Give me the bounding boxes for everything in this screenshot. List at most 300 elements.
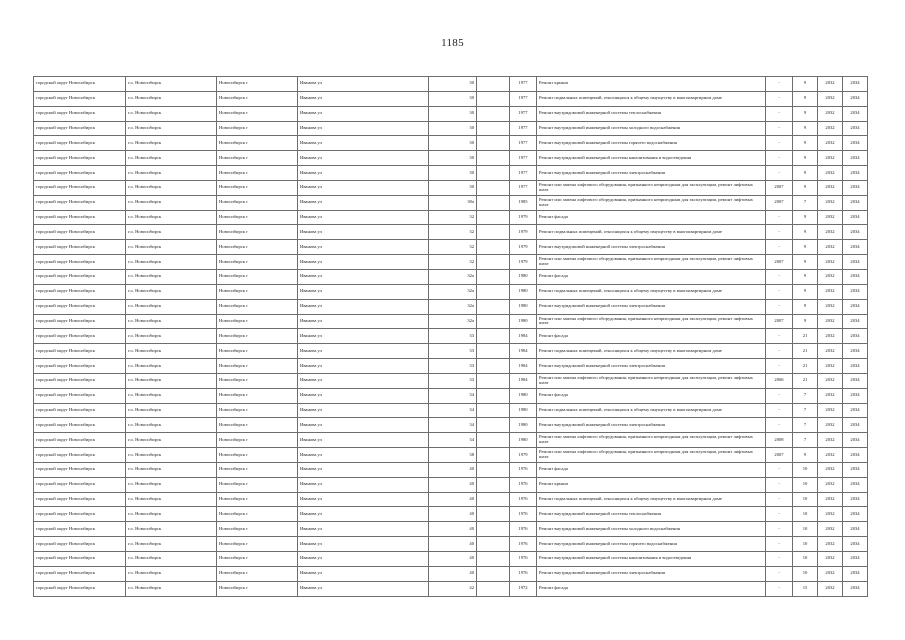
city-cell: Новосибирск г xyxy=(217,299,298,314)
work-type-cell: Ремонт внутридомовой инженерной системы теплоснабжения xyxy=(537,507,766,522)
house-cell: 30 xyxy=(429,91,477,106)
year-built-cell: 1984 xyxy=(510,344,537,359)
year-built-cell: 1979 xyxy=(510,448,537,463)
floors-cell: 10 xyxy=(793,462,818,477)
building-cell xyxy=(477,537,510,552)
table-row xyxy=(34,180,868,195)
house-cell: 33 xyxy=(429,373,477,388)
start-year-cell: 2032 xyxy=(818,269,843,284)
floors-cell: 9 xyxy=(793,240,818,255)
start-year-cell: 2032 xyxy=(818,240,843,255)
floors-cell: 9 xyxy=(793,299,818,314)
municipality-cell: г.о. Новосибирск xyxy=(126,255,217,270)
year-built-cell: 1979 xyxy=(510,210,537,225)
table-row xyxy=(34,121,868,136)
work-type-cell: Ремонт внутридомовой инженерной системы канализования и водоотведения xyxy=(537,151,766,166)
municipality-cell: г.о. Новосибирск xyxy=(126,151,217,166)
table-row xyxy=(34,77,868,92)
table-row xyxy=(34,477,868,492)
floors-cell: 10 xyxy=(793,522,818,537)
building-cell xyxy=(477,344,510,359)
street-cell: Иванова ул xyxy=(298,195,429,210)
municipality-cell: г.о. Новосибирск xyxy=(126,136,217,151)
end-year-cell: 2034 xyxy=(843,581,868,596)
house-cell: 30 xyxy=(429,180,477,195)
street-cell: Иванова ул xyxy=(298,507,429,522)
building-cell xyxy=(477,77,510,92)
table-row xyxy=(34,462,868,477)
building-cell xyxy=(477,552,510,567)
work-type-cell: Ремонт подвальных помещений, относящихся к общему имуществу в многоквартирном доме xyxy=(537,284,766,299)
city-cell: Новосибирск г xyxy=(217,314,298,329)
year-built-cell: 1977 xyxy=(510,151,537,166)
start-year-cell: 2032 xyxy=(818,77,843,92)
district-cell: городской округ Новосибирск xyxy=(34,492,126,507)
street-cell: Иванова ул xyxy=(298,180,429,195)
building-cell xyxy=(477,269,510,284)
year-built-cell: 1976 xyxy=(510,566,537,581)
year-built-cell: 1980 xyxy=(510,388,537,403)
elevator-year-cell: 2007 xyxy=(766,448,793,463)
street-cell: Иванова ул xyxy=(298,284,429,299)
city-cell: Новосибирск г xyxy=(217,136,298,151)
year-built-cell: 1984 xyxy=(510,373,537,388)
end-year-cell: 2034 xyxy=(843,566,868,581)
district-cell: городской округ Новосибирск xyxy=(34,225,126,240)
table-row xyxy=(34,255,868,270)
start-year-cell: 2032 xyxy=(818,284,843,299)
city-cell: Новосибирск г xyxy=(217,284,298,299)
start-year-cell: 2032 xyxy=(818,566,843,581)
start-year-cell: 2032 xyxy=(818,195,843,210)
municipality-cell: г.о. Новосибирск xyxy=(126,106,217,121)
year-built-cell: 1976 xyxy=(510,462,537,477)
street-cell: Иванова ул xyxy=(298,77,429,92)
house-cell: 34 xyxy=(429,388,477,403)
district-cell: городской округ Новосибирск xyxy=(34,581,126,596)
municipality-cell: г.о. Новосибирск xyxy=(126,240,217,255)
street-cell: Иванова ул xyxy=(298,106,429,121)
house-cell: 30 xyxy=(429,77,477,92)
end-year-cell: 2034 xyxy=(843,106,868,121)
building-cell xyxy=(477,240,510,255)
house-cell: 33 xyxy=(429,344,477,359)
start-year-cell: 2032 xyxy=(818,225,843,240)
start-year-cell: 2032 xyxy=(818,403,843,418)
elevator-year-cell: - xyxy=(766,240,793,255)
start-year-cell: 2032 xyxy=(818,522,843,537)
floors-cell: 7 xyxy=(793,195,818,210)
table-row xyxy=(34,166,868,181)
work-type-cell: Ремонт или замена лифтового оборудования, признанного непригодным для эксплуатации, ремонт лифтовых шахт xyxy=(537,433,766,448)
street-cell: Иванова ул xyxy=(298,314,429,329)
elevator-year-cell: - xyxy=(766,121,793,136)
city-cell: Новосибирск г xyxy=(217,180,298,195)
year-built-cell: 1977 xyxy=(510,106,537,121)
city-cell: Новосибирск г xyxy=(217,121,298,136)
end-year-cell: 2034 xyxy=(843,284,868,299)
building-cell xyxy=(477,195,510,210)
house-cell: 30а xyxy=(429,195,477,210)
work-type-cell: Ремонт внутридомовой инженерной системы электроснабжения xyxy=(537,240,766,255)
house-cell: 40 xyxy=(429,552,477,567)
city-cell: Новосибирск г xyxy=(217,166,298,181)
year-built-cell: 1977 xyxy=(510,91,537,106)
elevator-year-cell: - xyxy=(766,507,793,522)
page-number: 1185 xyxy=(441,37,464,49)
start-year-cell: 2032 xyxy=(818,121,843,136)
district-cell: городской округ Новосибирск xyxy=(34,522,126,537)
city-cell: Новосибирск г xyxy=(217,151,298,166)
elevator-year-cell: - xyxy=(766,210,793,225)
end-year-cell: 2034 xyxy=(843,418,868,433)
year-built-cell: 1979 xyxy=(510,255,537,270)
building-cell xyxy=(477,255,510,270)
street-cell: Иванова ул xyxy=(298,269,429,284)
house-cell: 32а xyxy=(429,284,477,299)
table-row xyxy=(34,344,868,359)
district-cell: городской округ Новосибирск xyxy=(34,255,126,270)
municipality-cell: г.о. Новосибирск xyxy=(126,373,217,388)
year-built-cell: 1976 xyxy=(510,522,537,537)
building-cell xyxy=(477,329,510,344)
street-cell: Иванова ул xyxy=(298,492,429,507)
elevator-year-cell: 2007 xyxy=(766,255,793,270)
start-year-cell: 2032 xyxy=(818,180,843,195)
work-type-cell: Ремонт фасада xyxy=(537,581,766,596)
end-year-cell: 2034 xyxy=(843,433,868,448)
street-cell: Иванова ул xyxy=(298,329,429,344)
municipality-cell: г.о. Новосибирск xyxy=(126,269,217,284)
elevator-year-cell: - xyxy=(766,388,793,403)
building-cell xyxy=(477,403,510,418)
work-type-cell: Ремонт фасада xyxy=(537,269,766,284)
end-year-cell: 2034 xyxy=(843,210,868,225)
district-cell: городской округ Новосибирск xyxy=(34,210,126,225)
year-built-cell: 1980 xyxy=(510,403,537,418)
district-cell: городской округ Новосибирск xyxy=(34,462,126,477)
floors-cell: 9 xyxy=(793,166,818,181)
end-year-cell: 2034 xyxy=(843,462,868,477)
municipality-cell: г.о. Новосибирск xyxy=(126,477,217,492)
table-row xyxy=(34,195,868,210)
municipality-cell: г.о. Новосибирск xyxy=(126,492,217,507)
end-year-cell: 2034 xyxy=(843,537,868,552)
municipality-cell: г.о. Новосибирск xyxy=(126,403,217,418)
year-built-cell: 1980 xyxy=(510,269,537,284)
elevator-year-cell: - xyxy=(766,492,793,507)
house-cell: 42 xyxy=(429,581,477,596)
work-type-cell: Ремонт подвальных помещений, относящихся к общему имуществу в многоквартирном доме xyxy=(537,344,766,359)
building-cell xyxy=(477,180,510,195)
start-year-cell: 2032 xyxy=(818,136,843,151)
year-built-cell: 1977 xyxy=(510,77,537,92)
table-row xyxy=(34,359,868,374)
city-cell: Новосибирск г xyxy=(217,433,298,448)
elevator-year-cell: - xyxy=(766,91,793,106)
table-row xyxy=(34,522,868,537)
street-cell: Иванова ул xyxy=(298,522,429,537)
work-type-cell: Ремонт или замена лифтового оборудования, признанного непригодным для эксплуатации, ремонт лифтовых шахт xyxy=(537,373,766,388)
city-cell: Новосибирск г xyxy=(217,388,298,403)
floors-cell: 10 xyxy=(793,537,818,552)
building-cell xyxy=(477,507,510,522)
year-built-cell: 1976 xyxy=(510,492,537,507)
floors-cell: 9 xyxy=(793,77,818,92)
year-built-cell: 1977 xyxy=(510,180,537,195)
house-cell: 33 xyxy=(429,329,477,344)
municipality-cell: г.о. Новосибирск xyxy=(126,166,217,181)
floors-cell: 21 xyxy=(793,373,818,388)
district-cell: городской округ Новосибирск xyxy=(34,552,126,567)
municipality-cell: г.о. Новосибирск xyxy=(126,299,217,314)
building-cell xyxy=(477,299,510,314)
work-type-cell: Ремонт внутридомовой инженерной системы холодного водоснабжения xyxy=(537,522,766,537)
street-cell: Иванова ул xyxy=(298,477,429,492)
start-year-cell: 2032 xyxy=(818,448,843,463)
street-cell: Иванова ул xyxy=(298,91,429,106)
city-cell: Новосибирск г xyxy=(217,373,298,388)
end-year-cell: 2034 xyxy=(843,344,868,359)
city-cell: Новосибирск г xyxy=(217,329,298,344)
house-cell: 40 xyxy=(429,492,477,507)
district-cell: городской округ Новосибирск xyxy=(34,344,126,359)
house-cell: 40 xyxy=(429,566,477,581)
table-row xyxy=(34,507,868,522)
city-cell: Новосибирск г xyxy=(217,448,298,463)
street-cell: Иванова ул xyxy=(298,581,429,596)
elevator-year-cell: - xyxy=(766,581,793,596)
floors-cell: 9 xyxy=(793,151,818,166)
city-cell: Новосибирск г xyxy=(217,344,298,359)
building-cell xyxy=(477,418,510,433)
end-year-cell: 2034 xyxy=(843,269,868,284)
elevator-year-cell: - xyxy=(766,225,793,240)
year-built-cell: 1977 xyxy=(510,136,537,151)
street-cell: Иванова ул xyxy=(298,448,429,463)
house-cell: 38 xyxy=(429,448,477,463)
city-cell: Новосибирск г xyxy=(217,462,298,477)
district-cell: городской округ Новосибирск xyxy=(34,329,126,344)
house-cell: 32 xyxy=(429,225,477,240)
end-year-cell: 2034 xyxy=(843,477,868,492)
capital-repair-table xyxy=(33,76,868,597)
floors-cell: 9 xyxy=(793,314,818,329)
municipality-cell: г.о. Новосибирск xyxy=(126,284,217,299)
floors-cell: 9 xyxy=(793,106,818,121)
district-cell: городской округ Новосибирск xyxy=(34,166,126,181)
year-built-cell: 1977 xyxy=(510,166,537,181)
district-cell: городской округ Новосибирск xyxy=(34,373,126,388)
street-cell: Иванова ул xyxy=(298,121,429,136)
street-cell: Иванова ул xyxy=(298,388,429,403)
city-cell: Новосибирск г xyxy=(217,269,298,284)
table-row xyxy=(34,91,868,106)
table-row xyxy=(34,433,868,448)
municipality-cell: г.о. Новосибирск xyxy=(126,314,217,329)
district-cell: городской округ Новосибирск xyxy=(34,359,126,374)
start-year-cell: 2032 xyxy=(818,492,843,507)
table-row xyxy=(34,136,868,151)
year-built-cell: 1980 xyxy=(510,433,537,448)
floors-cell: 9 xyxy=(793,225,818,240)
elevator-year-cell: - xyxy=(766,537,793,552)
building-cell xyxy=(477,106,510,121)
end-year-cell: 2034 xyxy=(843,388,868,403)
elevator-year-cell: 2007 xyxy=(766,195,793,210)
building-cell xyxy=(477,492,510,507)
municipality-cell: г.о. Новосибирск xyxy=(126,522,217,537)
street-cell: Иванова ул xyxy=(298,418,429,433)
city-cell: Новосибирск г xyxy=(217,106,298,121)
city-cell: Новосибирск г xyxy=(217,566,298,581)
year-built-cell: 1980 xyxy=(510,299,537,314)
elevator-year-cell: 2006 xyxy=(766,373,793,388)
building-cell xyxy=(477,581,510,596)
district-cell: городской округ Новосибирск xyxy=(34,388,126,403)
city-cell: Новосибирск г xyxy=(217,522,298,537)
start-year-cell: 2032 xyxy=(818,433,843,448)
elevator-year-cell: - xyxy=(766,136,793,151)
elevator-year-cell: - xyxy=(766,284,793,299)
floors-cell: 10 xyxy=(793,566,818,581)
start-year-cell: 2032 xyxy=(818,314,843,329)
start-year-cell: 2032 xyxy=(818,418,843,433)
house-cell: 30 xyxy=(429,151,477,166)
floors-cell: 9 xyxy=(793,136,818,151)
elevator-year-cell: - xyxy=(766,522,793,537)
municipality-cell: г.о. Новосибирск xyxy=(126,359,217,374)
work-type-cell: Ремонт или замена лифтового оборудования, признанного непригодным для эксплуатации, ремонт лифтовых шахт xyxy=(537,448,766,463)
elevator-year-cell: - xyxy=(766,166,793,181)
city-cell: Новосибирск г xyxy=(217,537,298,552)
house-cell: 34 xyxy=(429,418,477,433)
municipality-cell: г.о. Новосибирск xyxy=(126,418,217,433)
work-type-cell: Ремонт внутридомовой инженерной системы электроснабжения xyxy=(537,566,766,581)
work-type-cell: Ремонт крыши xyxy=(537,477,766,492)
start-year-cell: 2032 xyxy=(818,91,843,106)
end-year-cell: 2034 xyxy=(843,359,868,374)
end-year-cell: 2034 xyxy=(843,403,868,418)
elevator-year-cell: 2007 xyxy=(766,180,793,195)
street-cell: Иванова ул xyxy=(298,552,429,567)
end-year-cell: 2034 xyxy=(843,522,868,537)
municipality-cell: г.о. Новосибирск xyxy=(126,507,217,522)
floors-cell: 9 xyxy=(793,210,818,225)
work-type-cell: Ремонт или замена лифтового оборудования, признанного непригодным для эксплуатации, ремонт лифтовых шахт xyxy=(537,195,766,210)
house-cell: 34 xyxy=(429,433,477,448)
municipality-cell: г.о. Новосибирск xyxy=(126,433,217,448)
house-cell: 30 xyxy=(429,121,477,136)
elevator-year-cell: - xyxy=(766,566,793,581)
floors-cell: 21 xyxy=(793,359,818,374)
end-year-cell: 2034 xyxy=(843,552,868,567)
floors-cell: 9 xyxy=(793,91,818,106)
house-cell: 34 xyxy=(429,403,477,418)
end-year-cell: 2034 xyxy=(843,91,868,106)
district-cell: городской округ Новосибирск xyxy=(34,314,126,329)
table-row xyxy=(34,373,868,388)
floors-cell: 10 xyxy=(793,492,818,507)
year-built-cell: 1979 xyxy=(510,240,537,255)
municipality-cell: г.о. Новосибирск xyxy=(126,462,217,477)
floors-cell: 9 xyxy=(793,284,818,299)
start-year-cell: 2032 xyxy=(818,359,843,374)
table-row xyxy=(34,210,868,225)
district-cell: городской округ Новосибирск xyxy=(34,151,126,166)
start-year-cell: 2032 xyxy=(818,552,843,567)
year-built-cell: 1985 xyxy=(510,195,537,210)
house-cell: 30 xyxy=(429,136,477,151)
street-cell: Иванова ул xyxy=(298,373,429,388)
district-cell: городской округ Новосибирск xyxy=(34,284,126,299)
table-body xyxy=(34,77,868,597)
building-cell xyxy=(477,373,510,388)
municipality-cell: г.о. Новосибирск xyxy=(126,91,217,106)
street-cell: Иванова ул xyxy=(298,537,429,552)
floors-cell: 21 xyxy=(793,344,818,359)
work-type-cell: Ремонт или замена лифтового оборудования, признанного непригодным для эксплуатации, ремонт лифтовых шахт xyxy=(537,180,766,195)
work-type-cell: Ремонт подвальных помещений, относящихся к общему имуществу в многоквартирном доме xyxy=(537,492,766,507)
start-year-cell: 2032 xyxy=(818,151,843,166)
year-built-cell: 1984 xyxy=(510,329,537,344)
elevator-year-cell: - xyxy=(766,151,793,166)
house-cell: 30 xyxy=(429,106,477,121)
work-type-cell: Ремонт внутридомовой инженерной системы электроснабжения xyxy=(537,418,766,433)
building-cell xyxy=(477,359,510,374)
elevator-year-cell: - xyxy=(766,106,793,121)
work-type-cell: Ремонт внутридомовой инженерной системы горячего водоснабжения xyxy=(537,136,766,151)
building-cell xyxy=(477,225,510,240)
table-row xyxy=(34,269,868,284)
floors-cell: 7 xyxy=(793,403,818,418)
end-year-cell: 2034 xyxy=(843,507,868,522)
city-cell: Новосибирск г xyxy=(217,195,298,210)
start-year-cell: 2032 xyxy=(818,106,843,121)
city-cell: Новосибирск г xyxy=(217,91,298,106)
floors-cell: 9 xyxy=(793,255,818,270)
building-cell xyxy=(477,121,510,136)
city-cell: Новосибирск г xyxy=(217,581,298,596)
house-cell: 32а xyxy=(429,269,477,284)
municipality-cell: г.о. Новосибирск xyxy=(126,448,217,463)
work-type-cell: Ремонт фасада xyxy=(537,210,766,225)
building-cell xyxy=(477,477,510,492)
municipality-cell: г.о. Новосибирск xyxy=(126,180,217,195)
city-cell: Новосибирск г xyxy=(217,403,298,418)
street-cell: Иванова ул xyxy=(298,210,429,225)
end-year-cell: 2034 xyxy=(843,166,868,181)
table-row xyxy=(34,581,868,596)
house-cell: 40 xyxy=(429,477,477,492)
city-cell: Новосибирск г xyxy=(217,418,298,433)
municipality-cell: г.о. Новосибирск xyxy=(126,77,217,92)
table-row xyxy=(34,284,868,299)
end-year-cell: 2034 xyxy=(843,492,868,507)
table-row xyxy=(34,418,868,433)
work-type-cell: Ремонт подвальных помещений, относящихся к общему имуществу в многоквартирном доме xyxy=(537,403,766,418)
district-cell: городской округ Новосибирск xyxy=(34,433,126,448)
end-year-cell: 2034 xyxy=(843,255,868,270)
district-cell: городской округ Новосибирск xyxy=(34,106,126,121)
table-row xyxy=(34,566,868,581)
elevator-year-cell: - xyxy=(766,418,793,433)
district-cell: городской округ Новосибирск xyxy=(34,240,126,255)
work-type-cell: Ремонт внутридомовой инженерной системы канализования и водоотведения xyxy=(537,552,766,567)
table-row xyxy=(34,492,868,507)
table-row xyxy=(34,299,868,314)
year-built-cell: 1980 xyxy=(510,314,537,329)
